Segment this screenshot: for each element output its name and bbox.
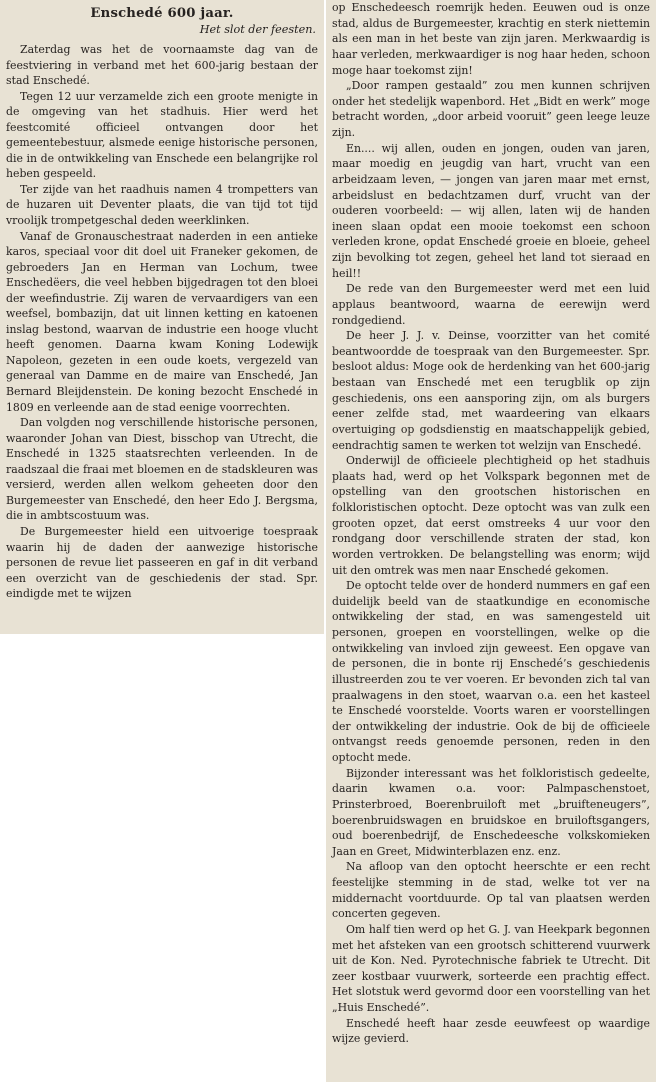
left-column-clipping — [0, 0, 324, 634]
right-column-clipping — [326, 0, 656, 1082]
paragraph: Vanaf de Gronauschestraat naderden in een antieke karos, speciaal voor dit doel uit Franeker gekomen, de gebroeders Jan en Herman van Lochum, twee Enschedëers, die veel hebben bijgedragen tot den bloei der weefindustrie. Zij waren de vervaardigers van een weefsel, bombazijn, dat uit linnen ketting en katoenen inslag bestond, waarvan de industrie een hooge vlucht heeft genomen. Daarna kwam Koning Lodewijk Napoleon, gezeten in een oude koets, vergezeld van generaal van Damme en de maire van Enschedé, Jan Bernard Bleijdenstein. De koning bezocht Enschedé in 1809 en verleende aan de stad eenige voorrechten. — [6, 229, 318, 414]
paragraph: De optocht telde over de honderd nummers en gaf een duidelijk beeld van de staatkundige en economische ontwikkeling der stad, en was samengesteld uit personen, groepen en voorstellingen, welke op die ontwikkeling van invloed zijn geweest. Een opgave van de personen, die in bonte rij Enschedé’s geschiedenis illustreerden zou te ver voeren. Er bevonden zich tal van praalwagens in den stoet, waarvan o.a. een het kasteel te Enschedé voorstelde. Voorts waren er voorstellingen der ontwikkeling der industrie. Ook de bij de officieele ontvangst reeds genoemde personen, reden in den optocht mede. — [332, 579, 650, 764]
paragraph: Na afloop van den optocht heerschte er een recht feestelijke stemming in de stad, welke tot ver na middernacht voortduurde. Op tal van plaatsen werden concerten gegeven. — [332, 860, 650, 921]
paragraph: Om half tien werd op het G. J. van Heekpark begonnen met het afsteken van een grootsch schitterend vuurwerk uit de Kon. Ned. Pyrotechnische fabriek te Utrecht. Dit zeer kostbaar vuurwerk, sorteerde een prachtig effect. Het slotstuk werd gevormd door een voorstelling van het „Huis Enschedé”. — [332, 922, 650, 1014]
paragraph: En.... wij allen, ouden en jongen, ouden van jaren, maar moedig en jeugdig van hart, vrucht van een arbeidzaam leven, — jongen van jaren maar met ernst, arbeidslust en bedachtzamen durf, vrucht van der ouderen voorbeeld: — wij allen, laten wij de handen ineen slaan opdat een mooie toekomst een schoon verleden krone, opdat Enschedé groeie en bloeie, geheel zijn bevolking tot zegen, geheel het land tot sieraad en heil!! — [332, 141, 650, 280]
paragraph: Ter zijde van het raadhuis namen 4 trompetters van de huzaren uit Deventer plaats, die van tijd tot tijd vroolijk trompetgeschal deden weerklinken. — [6, 182, 318, 228]
paragraph: Tegen 12 uur verzamelde zich een groote menigte in de omgeving van het stadhuis. Hier werd het feestcomité officieel ontvangen door het gemeentebestuur, alsmede eenige historische personen, die in de ontwikkeling van Enschede een belangrijke rol heben gespeeld. — [6, 89, 318, 181]
paragraph: De rede van den Burgemeester werd met een luid applaus beantwoord, waarna de eerewijn werd rondgediend. — [332, 282, 650, 327]
paragraph: Dan volgden nog verschillende historische personen, waaronder Johan van Diest, bisschop van Utrecht, die Enschedé in 1325 staatsrechten verleenden. In de raadszaal die fraai met bloemen en de stadskleuren was versierd, werden allen welkom geheeten door den Burgemeester van Enschedé, den heer Edo J. Bergsma, die in ambtscostuum was. — [6, 416, 318, 523]
article-title: Enschedé 600 jaar. — [90, 6, 234, 21]
paragraph-continued: op Enschedeesch roemrijk heden. Eeuwen oud is onze stad, aldus de Burgemeester, krachtig en sterk niettemin als een man in het beste van zijn jaren. Merkwaardig is haar verleden, merkwaardiger is nog haar heden, schoon moge haar toekomst zijn! — [332, 1, 650, 77]
paragraph: De heer J. J. v. Deinse, voorzitter van het comité beantwoordde de toespraak van den Burgemeester. Spr. besloot aldus: Moge ook de herdenking van het 600-jarig bestaan van Enschedé met een terugblik op zijn geschiedenis, ons een aansporing zijn, om als burgers eener zelfde stad, met waardeering van elkaars overtuiging op godsdienstig en maatschappelijk gebied, eendrachtig samen te werken tot welzijn van Enschedé. — [332, 329, 650, 452]
paragraph: Bijzonder interessant was het folkloristisch gedeelte, daarin kwamen o.a. voor: Palmpaschenstoet, Prinsterbroed, Boerenbruiloft met „bruifteneugers”, boerenbruidswagen en bruidskoe en bruiloftsgangers, oud boerenbedrijf, de Enschedeesche volkskomieken Jaan en Greet, Midwinterblazen enz. enz. — [332, 766, 650, 858]
article-subtitle: Het slot der feesten. — [199, 23, 316, 36]
paragraph: Enschedé heeft haar zesde eeuwfeest op waardige wijze gevierd. — [332, 1016, 650, 1046]
paragraph: Zaterdag was het de voornaamste dag van de feestviering in verband met het 600-jarig bestaan der stad Enschedé. — [6, 43, 318, 88]
paragraph: De Burgemeester hield een uitvoerige toespraak waarin hij de daden der aanwezige historische personen de revue liet passeeren en gaf in dit verband een overzicht van de geschiedenis der stad. Spr. eindigde met te wijzen — [6, 524, 318, 601]
paragraph: Onderwijl de officieele plechtigheid op het stadhuis plaats had, werd op het Volkspark begonnen met de opstelling van den grootschen historischen en folkloristischen optocht. Deze optocht was van zulk een grooten opzet, dat eerst omstreeks 4 uur voor den rondgang door verschillende straten der stad, kon worden vertrokken. De belangstelling was enorm; wijd uit den omtrek was men naar Enschedé gekomen. — [332, 454, 650, 577]
paragraph: „Door rampen gestaald” zou men kunnen schrijven onder het stedelijk wapenbord. Het „Bidt en werk” moge betracht worden, „door arbeid vooruit” geen leege leuze zijn. — [332, 79, 650, 139]
